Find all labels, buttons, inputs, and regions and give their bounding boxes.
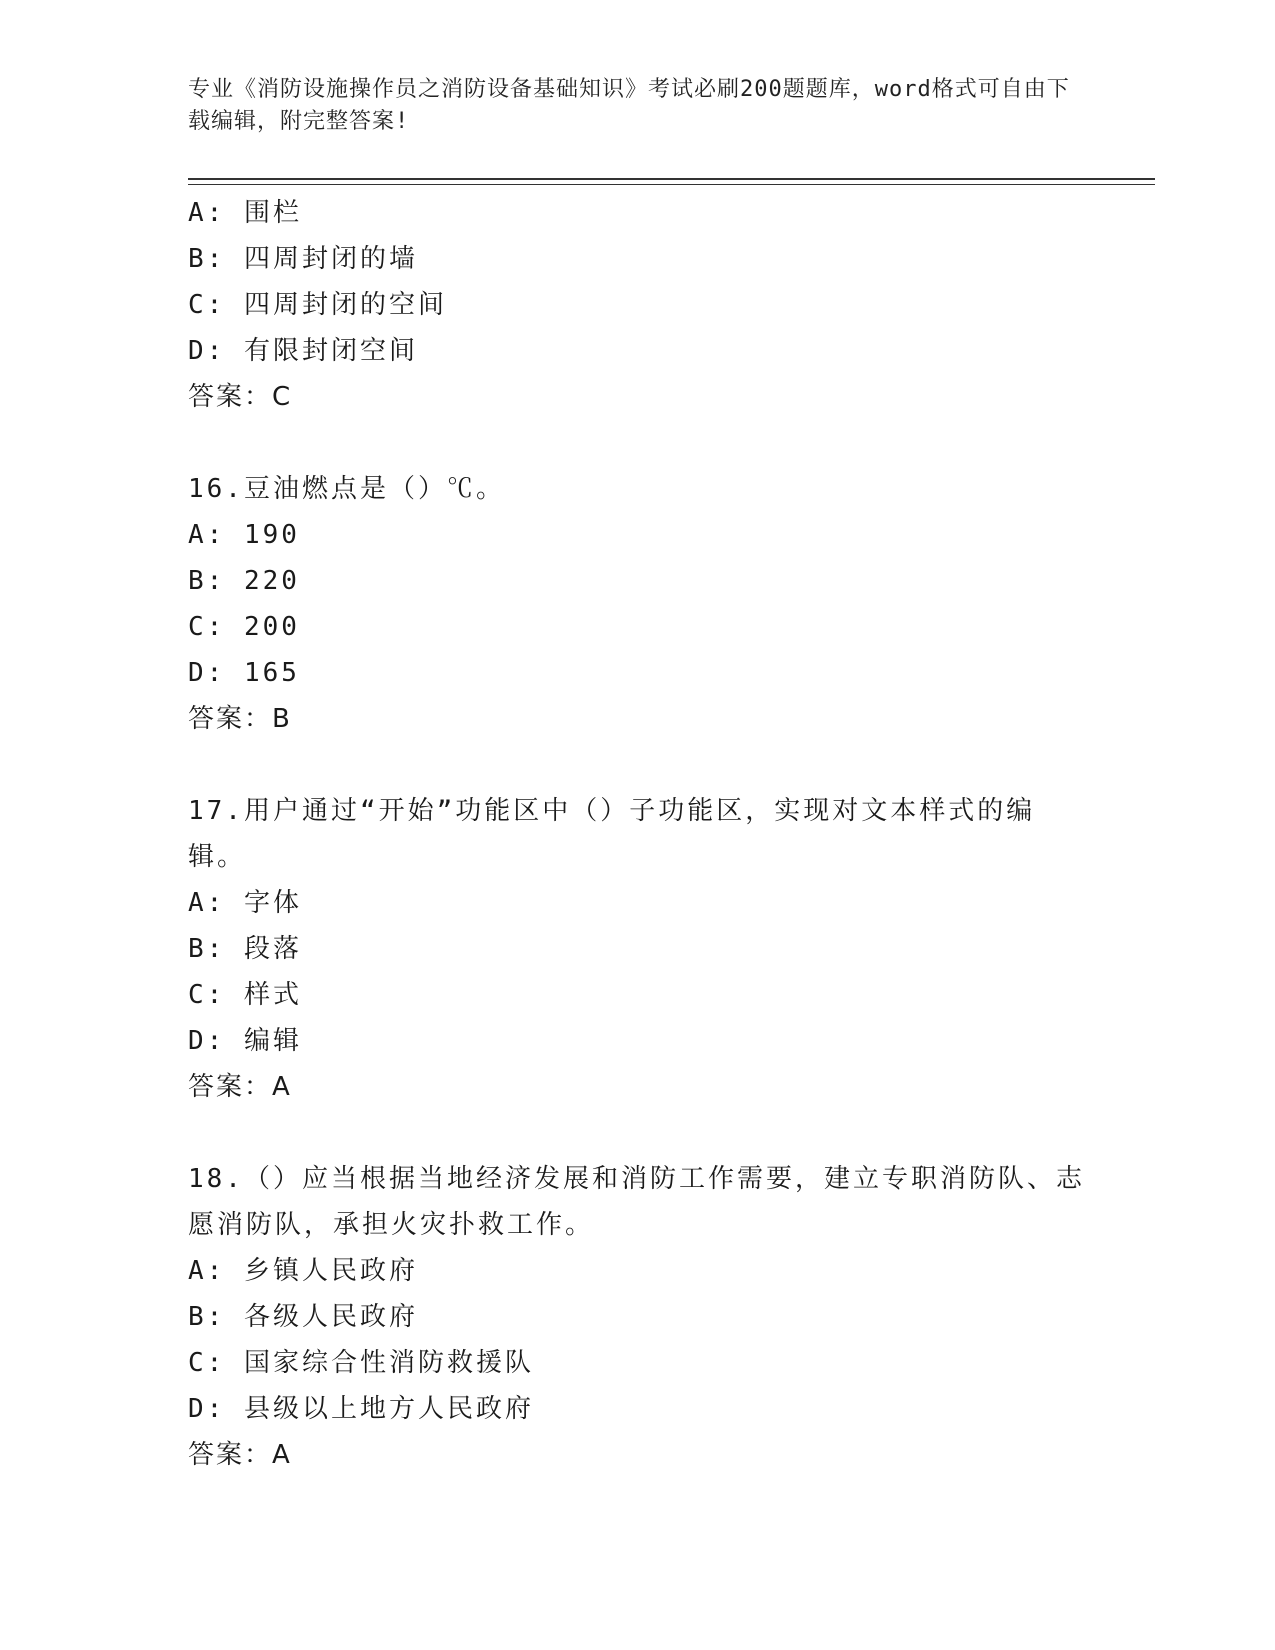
option-c: C: 样式: [188, 980, 302, 1010]
option-d: D: 编辑: [188, 1026, 302, 1056]
header-rule-thick: [188, 178, 1155, 180]
option-d: D: 县级以上地方人民政府: [188, 1394, 534, 1424]
question-18: [188, 1156, 1088, 1478]
header-rule-thin: [188, 184, 1155, 185]
option-d: D: 165: [188, 658, 300, 688]
option-d: D: 有限封闭空间: [188, 336, 418, 366]
option-b: B: 段落: [188, 934, 302, 964]
answer-line: 答案：C: [188, 382, 293, 412]
option-a: A: 乡镇人民政府: [188, 1256, 418, 1286]
answer-line: 答案：A: [188, 1440, 292, 1470]
option-a: A: 字体: [188, 888, 302, 918]
question-15-fragment: [188, 190, 1088, 420]
question-stem: 16.豆油燃点是（）℃。: [188, 474, 505, 504]
option-b: B: 各级人民政府: [188, 1302, 418, 1332]
document-header: 专业《消防设施操作员之消防设备基础知识》考试必刷200题题库，word格式可自由下载编辑，附完整答案!: [188, 77, 1070, 134]
option-a: A: 围栏: [188, 198, 302, 228]
question-stem: 18.（）应当根据当地经济发展和消防工作需要，建立专职消防队、志愿消防队，承担火灾扑救工作。: [188, 1164, 1085, 1240]
question-stem: 17.用户通过“开始”功能区中（）子功能区，实现对文本样式的编辑。: [188, 796, 1036, 872]
option-c: C: 200: [188, 612, 300, 642]
answer-line: 答案：B: [188, 704, 292, 734]
option-b: B: 四周封闭的墙: [188, 244, 418, 274]
option-b: B: 220: [188, 566, 300, 596]
question-content: [188, 190, 1088, 1478]
answer-line: 答案：A: [188, 1072, 292, 1102]
option-a: A: 190: [188, 520, 300, 550]
question-17: [188, 788, 1088, 1110]
option-c: C: 四周封闭的空间: [188, 290, 447, 320]
question-16: [188, 466, 1088, 742]
option-c: C: 国家综合性消防救援队: [188, 1348, 534, 1378]
